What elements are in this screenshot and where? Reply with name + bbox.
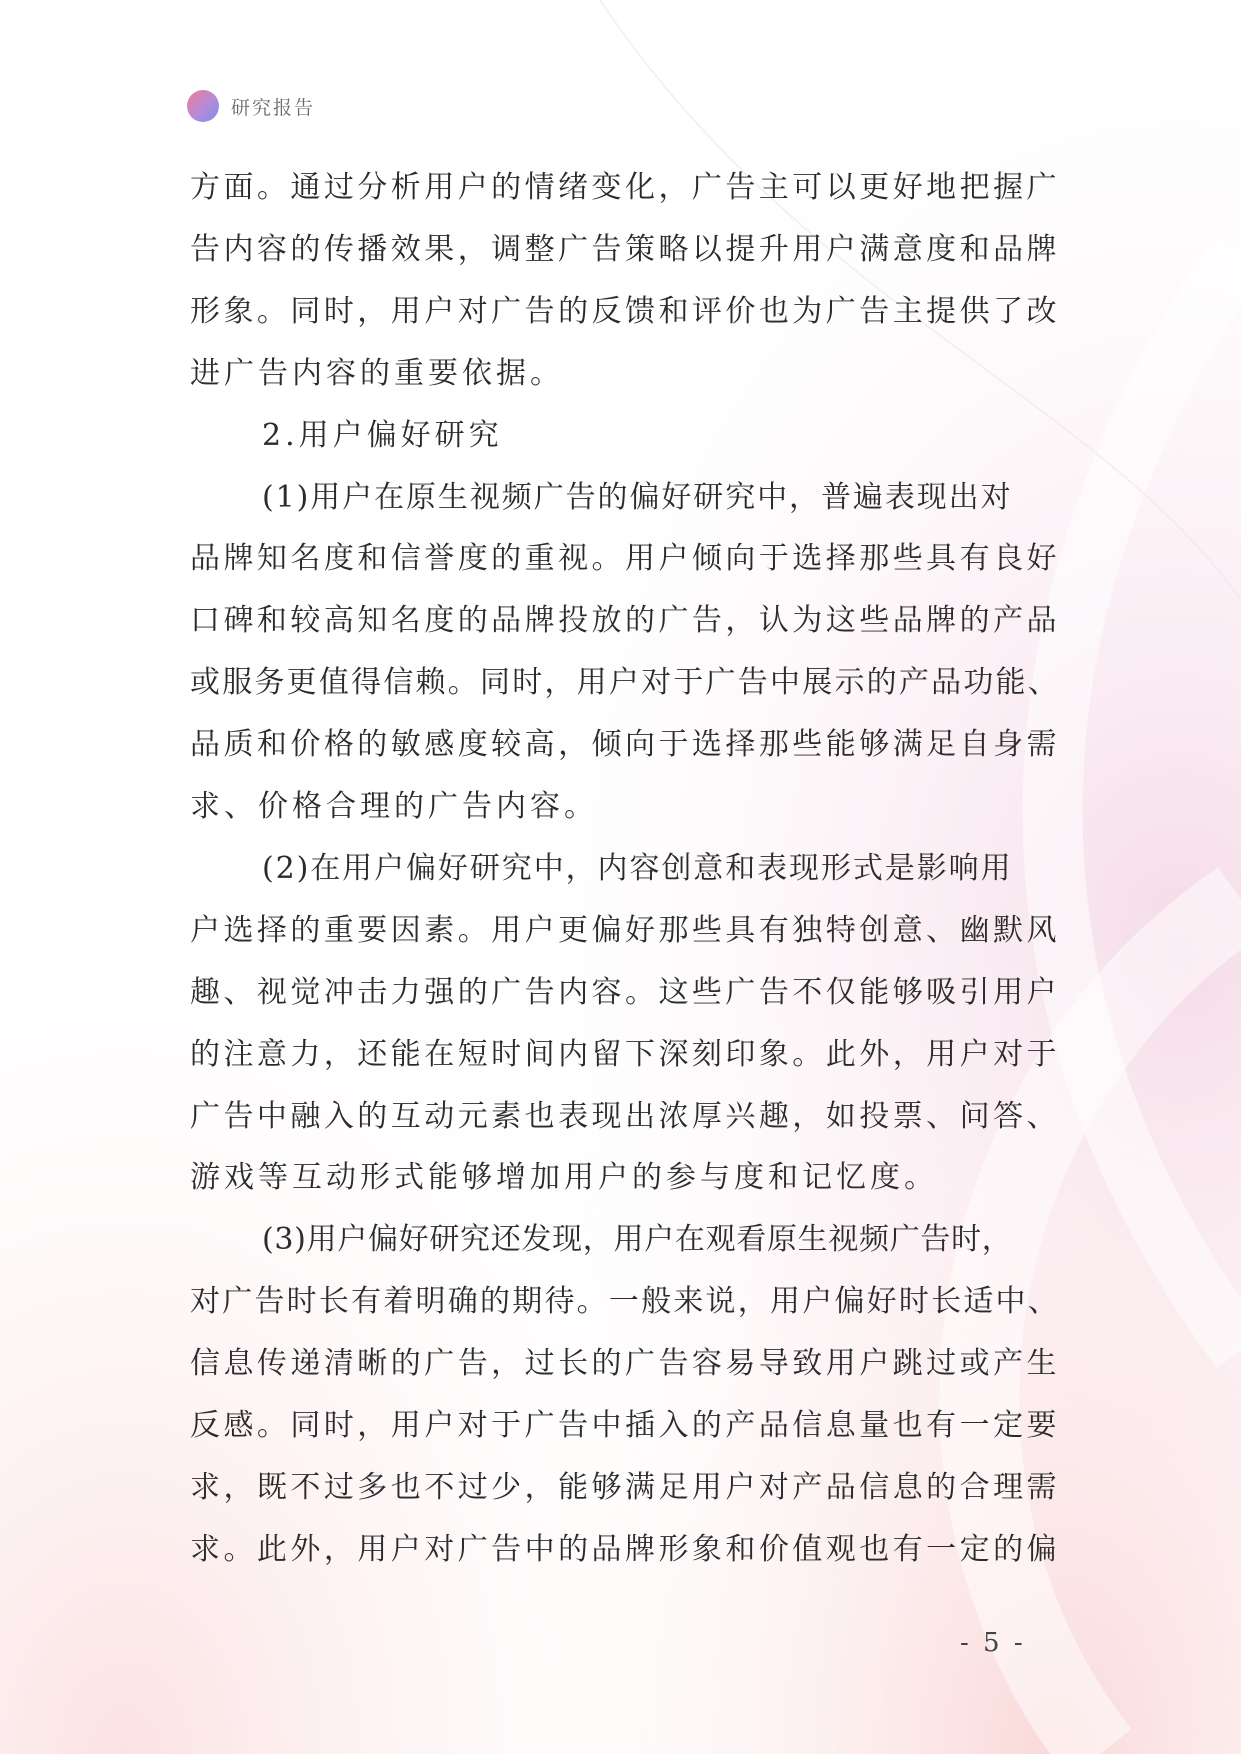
text-line: 品质和价格的敏感度较高，倾向于选择那些能够满足自身需	[190, 727, 1060, 763]
header-title: 研究报告	[231, 96, 316, 119]
text-line: 游戏等互动形式能够增加用户的参与度和记忆度。	[190, 1160, 938, 1196]
text-line: 信息传递清晰的广告，过长的广告容易导致用户跳过或产生	[190, 1346, 1060, 1382]
text-line: 或服务更值得信赖。同时，用户对于广告中展示的产品功能、	[190, 665, 1060, 701]
text-line: 对广告时长有着明确的期待。一般来说，用户偏好时长适中、	[190, 1284, 1060, 1320]
text-line: 求、价格合理的广告内容。	[190, 789, 598, 824]
text-line: 方面。通过分析用户的情绪变化，广告主可以更好地把握广	[190, 170, 1060, 205]
page-number: - 5 -	[960, 1628, 1026, 1658]
logo-circle-icon	[187, 90, 219, 122]
text-line: 求。此外，用户对广告中的品牌形象和价值观也有一定的偏	[190, 1531, 1060, 1567]
text-line: 的注意力，还能在短时间内留下深刻印象。此外，用户对于	[190, 1036, 1060, 1072]
text-line: 进广告内容的重要依据。	[190, 355, 564, 391]
text-line: (1)用户在原生视频广告的偏好研究中，普遍表现出对	[262, 479, 1013, 515]
text-line: 趣、视觉冲击力强的广告内容。这些广告不仅能够吸引用户	[190, 974, 1060, 1010]
text-line: 求，既不过多也不过少，能够满足用户对产品信息的合理需	[190, 1469, 1060, 1505]
text-line: 口碑和较高知名度的品牌投放的广告，认为这些品牌的产品	[190, 603, 1060, 639]
text-line: 告内容的传播效果，调整广告策略以提升用户满意度和品牌	[190, 231, 1060, 267]
report-header	[187, 88, 315, 124]
text-line: 品牌知名度和信誉度的重视。用户倾向于选择那些具有良好	[190, 541, 1060, 577]
text-line: 户选择的重要因素。用户更偏好那些具有独特创意、幽默风	[190, 912, 1060, 948]
text-line: (2)在用户偏好研究中，内容创意和表现形式是影响用	[262, 850, 1013, 886]
text-line: 反感。同时，用户对于广告中插入的产品信息量也有一定要	[190, 1408, 1060, 1443]
text-line: 广告中融入的互动元素也表现出浓厚兴趣，如投票、问答、	[190, 1098, 1060, 1134]
text-line: 2.用户偏好研究	[262, 417, 503, 453]
text-line: 形象。同时，用户对广告的反馈和评价也为广告主提供了改	[190, 293, 1060, 329]
text-line: (3)用户偏好研究还发现，用户在观看原生视频广告时，	[262, 1222, 1013, 1258]
